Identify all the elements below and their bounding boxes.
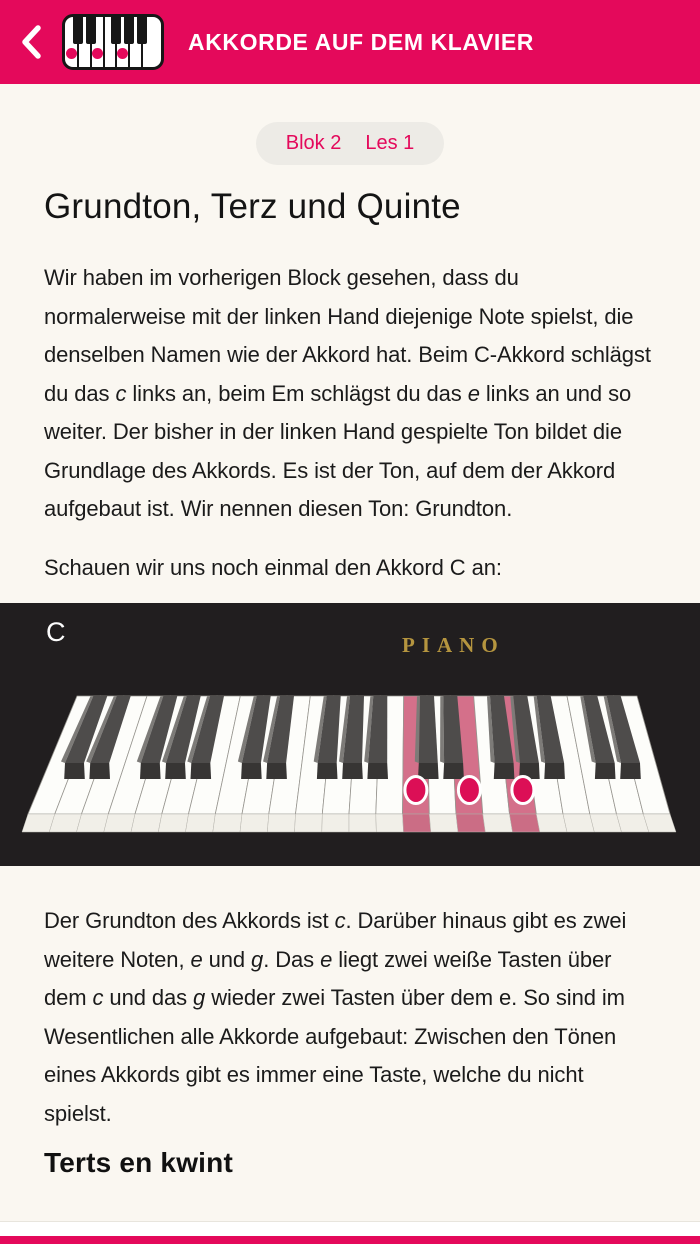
white-key-front bbox=[376, 814, 404, 832]
logo-key-dot bbox=[66, 48, 77, 59]
page-end-divider bbox=[0, 1221, 700, 1236]
logo-black-key bbox=[137, 17, 147, 44]
logo-key-dot bbox=[117, 48, 128, 59]
piano-brand-label: PIANO bbox=[402, 633, 505, 657]
paragraph-intro: Wir haben im vorherigen Block gesehen, dass du normalerweise mit der linken Hand diejenige Note spielst, die denselben Namen wie der Akkord hat. Beim C-Akkord schlägst du das c links an, beim Em schlägst du das e links an und so weiter. Der bisher in der linken Hand gespielte Ton bildet die Grundlage des Akkords. Es ist der Ton, auf dem der Akkord aufgebaut ist. Wir nennen diesen Ton: Grundton. bbox=[44, 265, 651, 521]
paragraph-lead-in: Schauen wir uns noch einmal den Akkord C an: bbox=[44, 554, 502, 580]
finger-dot bbox=[512, 777, 534, 804]
badge-block: Blok 2 bbox=[285, 132, 342, 154]
chord-label: C bbox=[46, 617, 66, 647]
black-key-front bbox=[367, 763, 388, 779]
white-key-front bbox=[240, 814, 269, 832]
black-key-front bbox=[494, 763, 515, 779]
badge-lesson: Les 1 bbox=[365, 132, 415, 154]
white-key-front bbox=[643, 814, 676, 832]
white-key-front bbox=[322, 814, 349, 832]
black-key-front bbox=[443, 763, 464, 779]
white-key-front bbox=[186, 814, 216, 832]
app-logo-piano-keys-icon bbox=[62, 14, 164, 70]
black-key-front bbox=[317, 763, 338, 779]
page-title: Grundton, Terz und Quinte bbox=[44, 187, 461, 226]
white-key-front bbox=[563, 814, 594, 832]
white-key-front bbox=[510, 814, 540, 832]
logo-key-dot bbox=[92, 48, 103, 59]
black-key-front bbox=[342, 763, 363, 779]
section-subheading: Terts en kwint bbox=[44, 1147, 233, 1178]
white-key-front bbox=[590, 814, 622, 832]
white-key-front bbox=[213, 814, 242, 832]
piano-keyboard bbox=[0, 603, 700, 866]
chevron-left-icon bbox=[18, 22, 44, 62]
logo-black-key bbox=[111, 17, 121, 44]
white-key-front bbox=[349, 814, 376, 832]
black-key-front bbox=[595, 763, 616, 779]
black-key-front bbox=[544, 763, 565, 779]
white-key-front bbox=[456, 814, 485, 832]
black-key-front bbox=[266, 763, 287, 779]
black-key-front bbox=[64, 763, 85, 779]
white-key-front bbox=[158, 814, 188, 832]
black-key-front bbox=[89, 763, 110, 779]
finger-dot bbox=[405, 777, 427, 804]
black-key-front bbox=[620, 763, 641, 779]
finger-dot bbox=[458, 777, 480, 804]
white-key-front bbox=[267, 814, 295, 832]
white-key-front bbox=[49, 814, 81, 832]
white-key-front bbox=[403, 814, 431, 832]
black-key-front bbox=[140, 763, 161, 779]
black-key-front bbox=[165, 763, 186, 779]
black-key-front bbox=[241, 763, 262, 779]
white-key-front bbox=[536, 814, 567, 832]
white-key-front bbox=[295, 814, 323, 832]
logo-black-key bbox=[73, 17, 83, 44]
logo-black-key bbox=[86, 17, 96, 44]
piano-figure bbox=[0, 603, 700, 866]
lesson-page bbox=[0, 84, 700, 1244]
app-header bbox=[0, 0, 700, 84]
white-key-front bbox=[77, 814, 109, 832]
lesson-badge bbox=[256, 122, 445, 165]
white-key-front bbox=[429, 814, 458, 832]
white-key-front bbox=[131, 814, 162, 832]
black-key-front bbox=[191, 763, 212, 779]
logo-black-key bbox=[124, 17, 134, 44]
white-key-front bbox=[483, 814, 513, 832]
logo-key-separator bbox=[103, 17, 105, 67]
paragraph-explanation: Der Grundton des Akkords ist c. Darüber hinaus gibt es zwei weitere Noten, e und g. Das e liegt zwei weiße Tasten über dem c und das g wieder zwei Tasten über dem e. So sind im Wesentlichen alle Akkorde aufgebaut: Zwischen den Tönen eines Akkords gibt es immer eine Taste, welche du nicht spielst. bbox=[44, 908, 627, 1126]
back-button[interactable] bbox=[0, 0, 62, 84]
white-key-front bbox=[104, 814, 135, 832]
header-title: AKKORDE AUF DEM KLAVIER bbox=[188, 28, 535, 55]
bottom-accent-bar bbox=[0, 1236, 700, 1244]
